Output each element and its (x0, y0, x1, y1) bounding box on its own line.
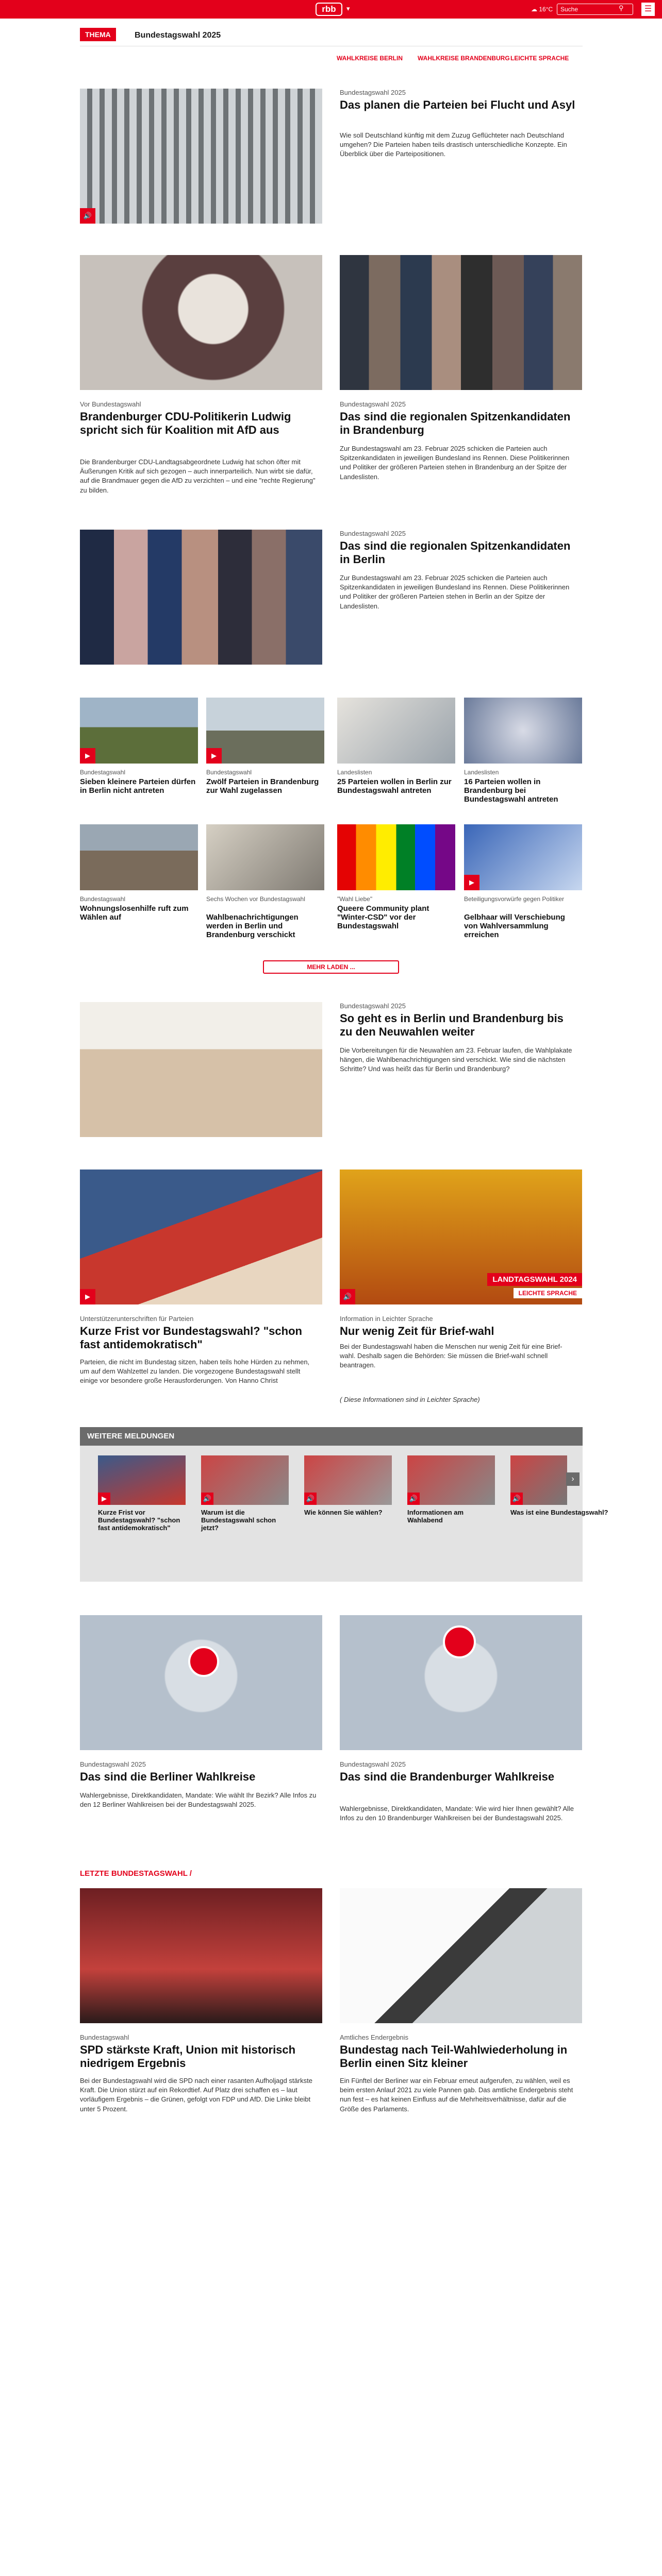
play-icon[interactable]: ▶ (98, 1493, 110, 1505)
badge-landtagswahl: LANDTAGSWAHL 2024 (487, 1273, 582, 1286)
cloud-icon: ☁ (531, 6, 537, 13)
play-icon[interactable]: ▶ (80, 1289, 95, 1304)
audio-icon[interactable]: 🔊 (304, 1493, 317, 1505)
article-title[interactable]: So geht es in Berlin und Brandenburg bis zu den Neuwahlen weiter (340, 1012, 564, 1038)
article-text: Bei der Bundestagswahl haben die Menschen nur wenig Zeit für eine Brief-wahl. Deshalb sagen die Behörden: Sie müssen die Brief-wahl schnell beantragen. (340, 1343, 562, 1369)
teaser-image[interactable] (98, 1455, 186, 1505)
teaser-title[interactable]: Kurze Frist vor Bundestagswahl? "schon fast antidemokratisch" (98, 1509, 180, 1532)
teaser-image[interactable] (510, 1455, 567, 1505)
brandenburg-candidates-image[interactable] (340, 255, 582, 390)
audio-icon[interactable]: 🔊 (407, 1493, 420, 1505)
grid-title[interactable]: 25 Parteien wollen in Berlin zur Bundestagswahl antreten (337, 777, 452, 795)
subnav-wahlkreise-brandenburg[interactable]: WAHLKREISE BRANDENBURG (418, 55, 510, 62)
load-more-button[interactable]: MEHR LADEN ... (263, 960, 399, 974)
grid-title[interactable]: Gelbhaar will Verschiebung von Wahlversammlung erreichen (464, 913, 565, 939)
grid-kicker: Bundestagswahl (80, 769, 126, 776)
subnav-leichte-sprache[interactable]: LEICHTE SPRACHE (510, 55, 569, 62)
lead-text: Wie soll Deutschland künftig mit dem Zuzug Geflüchteter nach Deutschland umgehen? Die Parteien haben teils drastisch unterschiedliche Konzepte. Ein Überblick über die Parteipositionen. (340, 131, 567, 158)
article-text: Ein Fünftel der Berliner war ein Februar erneut aufgerufen, zu wählen, weil es beim ersten Anlauf 2021 zu viele Pannen gab. Das amtliche Endergebnis steht nun fest – es hat keinen Einfluss auf die Mehrheitsverhältnisse, dafür auf die Größe des Parlaments. (340, 2077, 573, 2113)
article-text: Wahlergebnisse, Direktkandidaten, Mandate: Wie wählt Ihr Bezirk? Alle Infos zu den 12 Berliner Wahlkreisen bei der Bundestagswahl 2025. (80, 1791, 317, 1809)
weitere-heading: WEITERE MELDUNGEN (80, 1427, 583, 1446)
badge-leichte-sprache: LEICHTE SPRACHE (514, 1288, 582, 1298)
article-title[interactable]: Kurze Frist vor Bundestagswahl? "schon fast antidemokratisch" (80, 1325, 302, 1351)
article-kicker: Bundestagswahl 2025 (340, 530, 406, 537)
article-title[interactable]: Das sind die regionalen Spitzenkandidaten in Berlin (340, 539, 571, 566)
grid-kicker: Beteiligungsvorwürfe gegen Politiker (464, 895, 565, 903)
grid-image[interactable] (206, 824, 324, 890)
audio-icon[interactable]: 🔊 (80, 208, 95, 224)
subnav-wahlkreise-berlin[interactable]: WAHLKREISE BERLIN (337, 55, 403, 62)
frist-image[interactable] (80, 1170, 322, 1304)
teaser-image[interactable] (407, 1455, 495, 1505)
article-title[interactable]: Das sind die regionalen Spitzenkandidaten in Brandenburg (340, 410, 571, 436)
grid-image[interactable] (464, 824, 582, 890)
brandenburg-map-image[interactable] (340, 1615, 582, 1750)
article-kicker: Bundestagswahl 2025 (340, 1002, 406, 1010)
thema-label: THEMA (80, 28, 116, 41)
weather-readout[interactable] (531, 6, 553, 13)
weather-temperature: 16°C (539, 6, 553, 13)
teaser-title[interactable]: Wie können Sie wählen? (304, 1509, 383, 1516)
grid-image[interactable] (80, 698, 198, 764)
search-icon[interactable]: ⚲ (619, 4, 624, 12)
article-text: Wahlergebnisse, Direktkandidaten, Mandate: Wie wird hier Ihnen gewählt? Alle Infos zu den 10 Brandenburger Wahlkreisen bei der Bundestagswahl 2025. (340, 1805, 574, 1822)
grid-title[interactable]: Sieben kleinere Parteien dürfen in Berlin nicht antreten (80, 777, 196, 795)
teaser-image[interactable] (201, 1455, 289, 1505)
top-bar (0, 0, 662, 19)
carousel-next-icon[interactable]: › (566, 1472, 580, 1486)
audio-icon[interactable]: 🔊 (201, 1493, 213, 1505)
grid-title[interactable]: Wohnungslosenhilfe ruft zum Wählen auf (80, 904, 189, 922)
article-title[interactable]: Das sind die Brandenburger Wahlkreise (340, 1770, 555, 1783)
brandenburg-eagle-icon (443, 1625, 476, 1658)
ludwig-image[interactable] (80, 255, 322, 390)
grid-kicker: Bundestagswahl (206, 769, 252, 776)
page-title: Bundestagswahl 2025 (135, 31, 221, 40)
article-kicker: Bundestagswahl 2025 (340, 1760, 406, 1768)
menu-icon[interactable]: ☰ (641, 3, 655, 16)
play-icon[interactable]: ▶ (206, 748, 222, 764)
article-note: ( Diese Informationen sind in Leichter Sprache) (340, 1396, 480, 1403)
article-text: Parteien, die nicht im Bundestag sitzen, haben teils hohe Hürden zu nehmen, um auf dem Wahlzettel zu landen. Die vorgezogene Bundestagswahl stellt einige vor besondere große Herausforderungen. Von Hanno Christ (80, 1358, 310, 1385)
grid-title[interactable]: Zwölf Parteien in Brandenburg zur Wahl zugelassen (206, 777, 319, 795)
grid-kicker: Bundestagswahl (80, 895, 126, 903)
search-input[interactable]: Suche (557, 4, 633, 15)
article-kicker: Bundestagswahl 2025 (340, 400, 406, 408)
berlin-map-image[interactable] (80, 1615, 322, 1750)
berlin-bear-icon (188, 1646, 219, 1677)
article-text: Die Vorbereitungen für die Neuwahlen am 23. Februar laufen, die Wahlplakate hängen, die Wahlbenachrichtigungen sind verschickt. Wie sind die nächsten Schritte? Und was heißt das für Berlin und Brandenburg? (340, 1046, 572, 1073)
lead-image[interactable] (80, 89, 322, 224)
grid-kicker: Landeslisten (337, 769, 372, 776)
lead-kicker: Bundestagswahl 2025 (340, 89, 406, 96)
article-text: Zur Bundestagswahl am 23. Februar 2025 schicken die Parteien auch Spitzenkandidaten in jeweiligen Bundesland ins Rennen. Diese Politikerinnen und Politiker der größeren Parteien stehen in Brandenburg an der Spitze der Landeslisten. (340, 445, 570, 481)
briefwahl-image[interactable] (340, 1170, 582, 1304)
article-text: Zur Bundestagswahl am 23. Februar 2025 schicken die Parteien auch Spitzenkandidaten in jeweiligen Bundesland ins Rennen. Diese Politikerinnen und Politiker der größeren Parteien stehen in Berlin an der Spitze der Landeslisten. (340, 574, 570, 610)
spd-image[interactable] (80, 1888, 322, 2023)
rbb-logo[interactable]: rbb (316, 3, 342, 16)
play-icon[interactable]: ▶ (464, 875, 479, 890)
article-kicker: Information in Leichter Sprache (340, 1315, 433, 1323)
teaser-title[interactable]: Was ist eine Bundestagswahl? (510, 1509, 608, 1516)
article-text: Bei der Bundestagswahl wird die SPD nach einer rasanten Aufholjagd stärkste Kraft. Die Union stürzt auf ein Rekordtief. Auf Platz drei schaffen es – laut vorläufigem Ergebnis – die Grünen, gefolgt von FDP und AfD. Die Linke bleibt unter 5 Prozent. (80, 2077, 312, 2113)
article-kicker: Vor Bundestagswahl (80, 400, 141, 408)
teaser-title[interactable]: Informationen am Wahlabend (407, 1509, 464, 1524)
grid-image[interactable] (337, 698, 455, 764)
grid-title[interactable]: Wahlbenachrichtigungen werden in Berlin und Brandenburg verschickt (206, 913, 299, 939)
grid-image[interactable] (337, 824, 455, 890)
audio-icon[interactable]: 🔊 (510, 1493, 523, 1505)
lead-title[interactable]: Das planen die Parteien bei Flucht und Asyl (340, 98, 575, 111)
thema-bar (80, 28, 583, 46)
grid-kicker: Landeslisten (464, 769, 499, 776)
article-title[interactable]: Das sind die Berliner Wahlkreise (80, 1770, 256, 1783)
grid-title[interactable]: 16 Parteien wollen in Brandenburg bei Bundestagswahl antreten (464, 777, 558, 804)
article-kicker: Bundestagswahl (80, 2033, 129, 2041)
play-icon[interactable]: ▶ (80, 748, 95, 764)
ballot-image[interactable] (80, 1002, 322, 1137)
audio-icon[interactable]: 🔊 (340, 1289, 355, 1304)
article-kicker: Bundestagswahl 2025 (80, 1760, 146, 1768)
teaser-image[interactable] (304, 1455, 392, 1505)
article-title[interactable]: Bundestag nach Teil-Wahlwiederholung in Berlin einen Sitz kleiner (340, 2043, 568, 2070)
grid-title[interactable]: Queere Community plant "Winter-CSD" vor der Bundestagswahl (337, 904, 429, 930)
berlin-candidates-image[interactable] (80, 530, 322, 665)
letzte-heading: LETZTE BUNDESTAGSWAHL / (80, 1869, 192, 1878)
grid-image[interactable] (464, 698, 582, 764)
grid-image[interactable] (206, 698, 324, 764)
article-kicker: Unterstützerunterschriften für Parteien (80, 1315, 194, 1323)
chevron-down-icon[interactable]: ▾ (346, 5, 350, 12)
grid-image[interactable] (80, 824, 198, 890)
article-title[interactable]: Brandenburger CDU-Politikerin Ludwig spricht sich für Koalition mit AfD aus (80, 410, 291, 436)
article-kicker: Amtliches Endergebnis (340, 2033, 408, 2041)
grid-kicker: Sechs Wochen vor Bundestagswahl (206, 895, 305, 903)
article-title[interactable]: SPD stärkste Kraft, Union mit historisch niedrigem Ergebnis (80, 2043, 296, 2070)
article-title[interactable]: Nur wenig Zeit für Brief-wahl (340, 1325, 494, 1337)
grid-kicker: "Wahl Liebe" (337, 895, 373, 903)
teilwahl-image[interactable] (340, 1888, 582, 2023)
article-text: Die Brandenburger CDU-Landtagsabgeordnete Ludwig hat schon öfter mit Äußerungen Kritik auf sich gezogen – auch innerparteilich. Nun wirbt sie dafür, auf die Brandmauer gegen die AfD zu verzichten – und eine "rechte Regierung" zu bilden. (80, 458, 316, 494)
teaser-title[interactable]: Warum ist die Bundestagswahl schon jetzt? (201, 1509, 276, 1532)
